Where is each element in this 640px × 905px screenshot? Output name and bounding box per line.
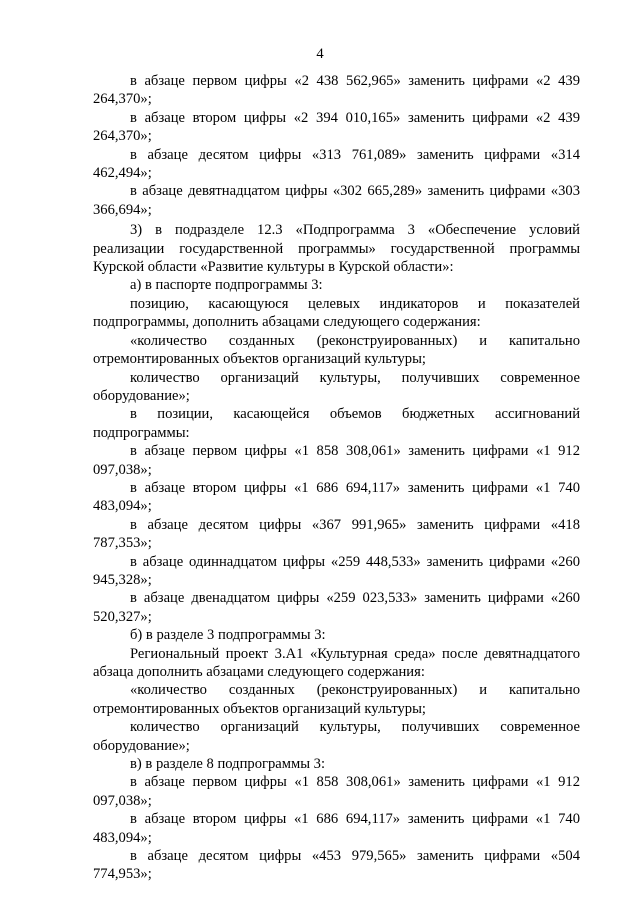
paragraph: в абзаце девятнадцатом цифры «302 665,289» заменить цифрами «303 366,694»; [93, 183, 580, 218]
paragraph: в абзаце втором цифры «1 686 694,117» заменить цифрами «1 740 483,094»; [93, 811, 580, 846]
paragraph: количество организаций культуры, получивших современное оборудование»; [93, 369, 580, 404]
paragraph: в абзаце десятом цифры «313 761,089» заменить цифрами «314 462,494»; [93, 146, 580, 182]
paragraph: в абзаце десятом цифры «367 991,965» заменить цифрами «418 787,353»; [93, 516, 580, 552]
paragraph: в абзаце первом цифры «1 858 308,061» заменить цифрами «1 912 097,038»; [93, 774, 580, 809]
paragraph: в абзаце втором цифры «1 686 694,117» заменить цифрами «1 740 483,094»; [93, 479, 580, 515]
paragraph: б) в разделе 3 подпрограммы 3: [130, 627, 326, 644]
paragraph: в абзаце первом цифры «2 438 562,965» заменить цифрами «2 439 264,370»; [93, 73, 580, 108]
paragraph: Региональный проект 3.А1 «Культурная среда» после девятнадцатого абзаца дополнить абзацами следующего содержания: [93, 645, 580, 680]
paragraph: а) в паспорте подпрограммы 3: [130, 277, 323, 294]
page-number: 4 [316, 46, 324, 62]
paragraph: в позиции, касающейся объемов бюджетных ассигнований подпрограммы: [93, 406, 580, 441]
paragraph: в абзаце одиннадцатом цифры «259 448,533» заменить цифрами «260 945,328»; [93, 553, 580, 588]
paragraph: «количество созданных (реконструированных) и капитально отремонтированных объектов организаций культуры; [93, 682, 580, 717]
paragraph: в абзаце втором цифры «2 394 010,165» заменить цифрами «2 439 264,370»; [93, 109, 580, 145]
paragraph: 3) в подразделе 12.3 «Подпрограмма 3 «Обеспечение условий реализации государственной программы» государственной программы Курской области «Развитие культуры в Курской области»: [93, 222, 580, 276]
paragraph: в абзаце двенадцатом цифры «259 023,533» заменить цифрами «260 520,327»; [93, 590, 580, 625]
paragraph: количество организаций культуры, получивших современное оборудование»; [93, 719, 580, 754]
paragraph: в абзаце десятом цифры «453 979,565» заменить цифрами «504 774,953»; [93, 848, 580, 883]
paragraph: в) в разделе 8 подпрограммы 3: [130, 756, 326, 773]
paragraph: в абзаце первом цифры «1 858 308,061» заменить цифрами «1 912 097,038»; [93, 443, 580, 478]
document-body [93, 72, 580, 884]
paragraph: позицию, касающуюся целевых индикаторов и показателей подпрограммы, дополнить абзацами следующего содержания: [93, 295, 580, 331]
paragraph: «количество созданных (реконструированных) и капитально отремонтированных объектов организаций культуры; [93, 332, 580, 368]
